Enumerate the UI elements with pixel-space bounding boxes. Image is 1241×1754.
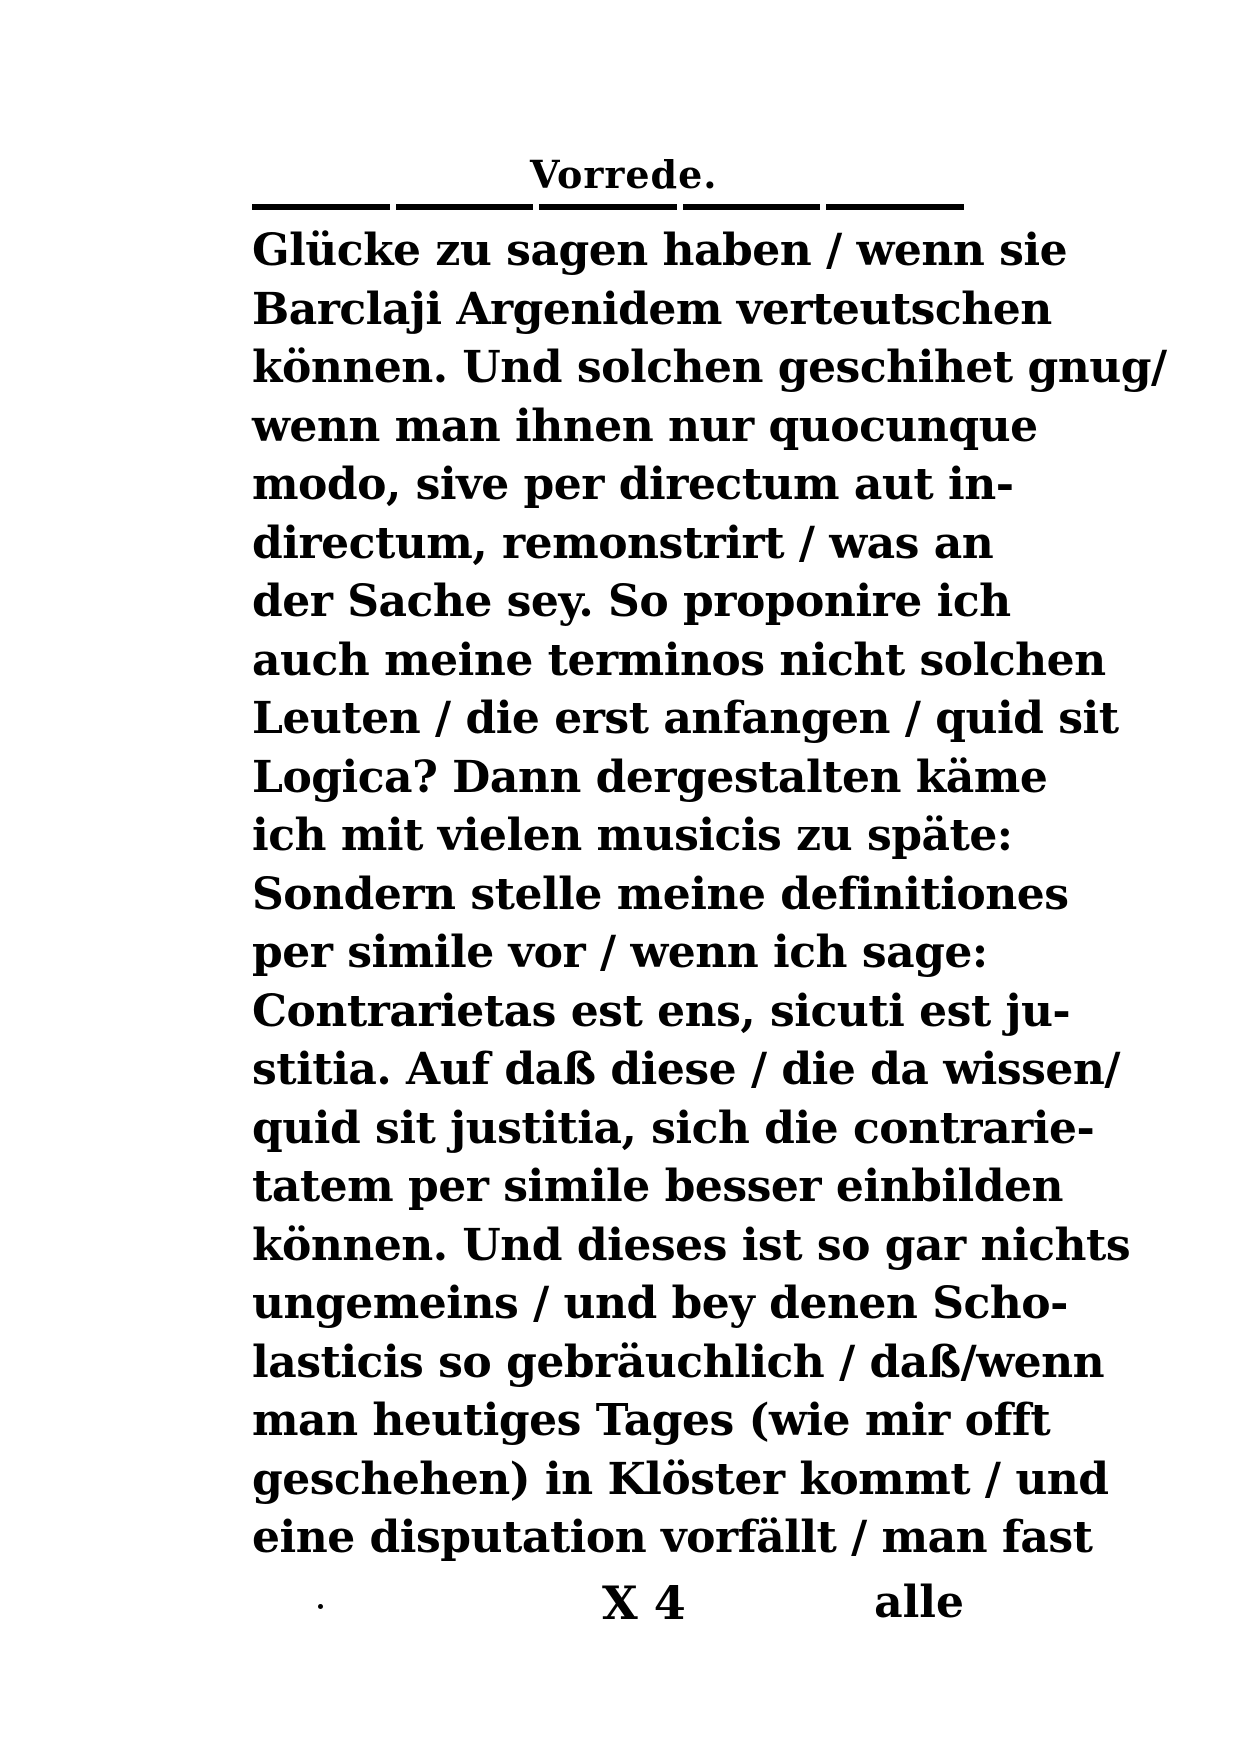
text-line: Glücke zu sagen haben / wenn sie [252, 225, 1068, 276]
text-line: ich mit vielen musicis zu späte: [252, 810, 1013, 861]
text-line: der Sache sey. So proponire ich [252, 576, 1011, 627]
text-line: per simile vor / wenn ich sage: [252, 927, 988, 978]
text-line: eine disputation vorfällt / man fast [252, 1512, 1093, 1563]
rule-segment [539, 204, 677, 210]
text-line: geschehen) in Klöster kommt / und [252, 1453, 1109, 1505]
text-line: können. Und dieses ist so gar nichts [252, 1219, 1131, 1271]
running-head: Vorrede. [530, 152, 718, 197]
text-line: Sondern stelle meine definitiones [252, 868, 1069, 920]
text-line: ungemeins / und bey denen Scho- [252, 1278, 1068, 1329]
text-line: wenn man ihnen nur quocunque [252, 400, 1038, 452]
text-line: stitia. Auf daß diese / die da wissen/ [252, 1044, 1120, 1095]
text-line: lasticis so gebräuchlich / daß/wenn [252, 1336, 1105, 1388]
text-line: modo, sive per directum aut in- [252, 459, 1014, 510]
text-line: tatem per simile besser einbilden [252, 1161, 1064, 1212]
body-text [252, 222, 1167, 1568]
text-line: Leuten / die erst anfangen / quid sit [252, 693, 1119, 744]
text-line: Barclaji Argenidem verteutschen [252, 283, 1052, 335]
header-rule [252, 204, 964, 210]
rule-segment [826, 204, 964, 210]
text-line: directum, remonstrirt / was an [252, 517, 994, 569]
text-line: man heutiges Tages (wie mir offt [252, 1395, 1051, 1446]
catchword: alle [874, 1577, 964, 1628]
text-line: auch meine terminos nicht solchen [252, 634, 1106, 686]
ink-dot [318, 1604, 323, 1609]
text-line: quid sit justitia, sich die contrarie- [252, 1102, 1095, 1154]
text-line: können. Und solchen geschihet gnug/ [252, 342, 1167, 393]
text-line: Logica? Dann dergestalten käme [252, 751, 1048, 803]
rule-segment [252, 204, 390, 210]
rule-segment [683, 204, 821, 210]
signature-mark: X 4 [602, 1576, 686, 1630]
page-footer [252, 1568, 964, 1638]
rule-segment [396, 204, 534, 210]
text-line: Contrarietas est ens, sicuti est ju- [252, 985, 1071, 1037]
